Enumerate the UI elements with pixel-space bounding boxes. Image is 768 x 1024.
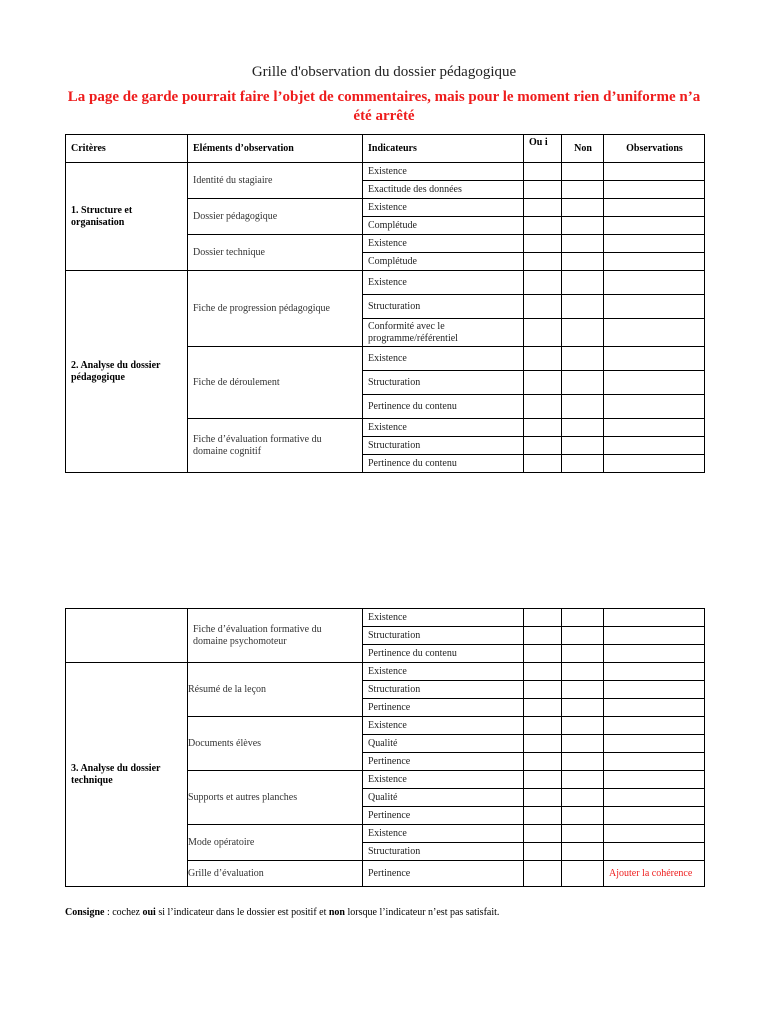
consigne-non: non	[328, 907, 345, 918]
indicateur-cell: Existence	[363, 771, 524, 789]
non-checkbox-cell[interactable]	[562, 771, 604, 789]
observation-cell[interactable]	[604, 771, 705, 789]
header-indicateurs: Indicateurs	[363, 135, 524, 163]
oui-checkbox-cell[interactable]	[524, 371, 562, 395]
observation-table-page2	[65, 608, 705, 887]
oui-checkbox-cell[interactable]	[524, 717, 562, 735]
non-checkbox-cell[interactable]	[562, 681, 604, 699]
non-checkbox-cell[interactable]	[562, 717, 604, 735]
non-checkbox-cell[interactable]	[562, 295, 604, 319]
non-checkbox-cell[interactable]	[562, 199, 604, 217]
indicateur-cell: Pertinence	[363, 699, 524, 717]
observation-cell[interactable]	[604, 843, 705, 861]
header-criteres: Critères	[66, 135, 188, 163]
consigne-note	[65, 907, 499, 918]
element-cell: Dossier technique	[188, 235, 363, 271]
observation-cell[interactable]	[604, 253, 705, 271]
element-cell: Fiche d’évaluation formative du domaine cognitif	[188, 419, 363, 473]
non-checkbox-cell[interactable]	[562, 395, 604, 419]
oui-checkbox-cell[interactable]	[524, 235, 562, 253]
indicateur-cell: Pertinence du contenu	[363, 455, 524, 473]
oui-checkbox-cell[interactable]	[524, 437, 562, 455]
non-checkbox-cell[interactable]	[562, 319, 604, 347]
element-cell: Fiche de progression pédagogique	[188, 271, 363, 347]
oui-checkbox-cell[interactable]	[524, 181, 562, 199]
observation-cell[interactable]	[604, 199, 705, 217]
oui-checkbox-cell[interactable]	[524, 771, 562, 789]
non-checkbox-cell[interactable]	[562, 609, 604, 627]
observation-cell[interactable]	[604, 825, 705, 843]
element-cell: Supports et autres planches	[188, 771, 363, 825]
consigne-text-3: lorsque l’indicateur n’est pas satisfait.	[345, 907, 500, 918]
element-cell: Dossier pédagogique	[188, 199, 363, 235]
oui-checkbox-cell[interactable]	[524, 735, 562, 753]
oui-checkbox-cell[interactable]	[524, 663, 562, 681]
oui-checkbox-cell[interactable]	[524, 699, 562, 717]
oui-checkbox-cell[interactable]	[524, 825, 562, 843]
non-checkbox-cell[interactable]	[562, 825, 604, 843]
indicateur-cell: Complétude	[363, 253, 524, 271]
indicateur-cell: Existence	[363, 825, 524, 843]
observation-cell[interactable]	[604, 395, 705, 419]
observation-cell[interactable]	[604, 455, 705, 473]
oui-checkbox-cell[interactable]	[524, 253, 562, 271]
non-checkbox-cell[interactable]	[562, 347, 604, 371]
non-checkbox-cell[interactable]	[562, 861, 604, 887]
indicateur-cell: Existence	[363, 163, 524, 181]
oui-checkbox-cell[interactable]	[524, 861, 562, 887]
indicateur-cell: Existence	[363, 347, 524, 371]
observation-cell[interactable]	[604, 753, 705, 771]
oui-checkbox-cell[interactable]	[524, 645, 562, 663]
oui-checkbox-cell[interactable]	[524, 319, 562, 347]
oui-checkbox-cell[interactable]	[524, 347, 562, 371]
non-checkbox-cell[interactable]	[562, 807, 604, 825]
observation-cell[interactable]	[604, 807, 705, 825]
observation-cell[interactable]	[604, 217, 705, 235]
observation-cell[interactable]	[604, 163, 705, 181]
header-observations: Observations	[604, 135, 705, 163]
table-row	[66, 609, 705, 627]
non-checkbox-cell[interactable]	[562, 789, 604, 807]
observation-cell[interactable]	[604, 181, 705, 199]
element-cell: Fiche de déroulement	[188, 347, 363, 419]
observation-cell[interactable]	[604, 735, 705, 753]
document-subtitle: La page de garde pourrait faire l’objet de commentaires, mais pour le moment rien d’uniforme n’a été arrêté	[67, 89, 701, 124]
table-row	[66, 163, 705, 181]
indicateur-cell: Existence	[363, 663, 524, 681]
indicateur-cell: Structuration	[363, 843, 524, 861]
indicateur-cell: Existence	[363, 717, 524, 735]
observation-cell[interactable]	[604, 681, 705, 699]
indicateur-cell: Existence	[363, 235, 524, 253]
indicateur-cell: Pertinence du contenu	[363, 395, 524, 419]
indicateur-cell: Structuration	[363, 295, 524, 319]
critere-cell-empty	[66, 609, 188, 663]
non-checkbox-cell[interactable]	[562, 455, 604, 473]
non-checkbox-cell[interactable]	[562, 163, 604, 181]
non-checkbox-cell[interactable]	[562, 735, 604, 753]
non-checkbox-cell[interactable]	[562, 253, 604, 271]
indicateur-cell: Existence	[363, 271, 524, 295]
critere-cell: 2. Analyse du dossier pédagogique	[66, 271, 188, 473]
header-oui: Ou i	[524, 135, 562, 163]
header-elements: Eléments d’observation	[188, 135, 363, 163]
observation-cell[interactable]	[604, 419, 705, 437]
consigne-text-2: si l’indicateur dans le dossier est positif et	[155, 907, 329, 918]
indicateur-cell: Qualité	[363, 789, 524, 807]
indicateur-cell: Existence	[363, 609, 524, 627]
non-checkbox-cell[interactable]	[562, 235, 604, 253]
oui-checkbox-cell[interactable]	[524, 843, 562, 861]
element-cell: Grille d’évaluation	[188, 861, 363, 887]
oui-checkbox-cell[interactable]	[524, 789, 562, 807]
oui-checkbox-cell[interactable]	[524, 419, 562, 437]
observation-cell[interactable]	[604, 663, 705, 681]
observation-cell[interactable]	[604, 789, 705, 807]
indicateur-cell: Structuration	[363, 371, 524, 395]
table-header-row	[66, 135, 705, 163]
indicateur-cell: Pertinence	[363, 753, 524, 771]
element-cell: Résumé de la leçon	[188, 663, 363, 717]
element-cell: Identité du stagiaire	[188, 163, 363, 199]
element-cell: Mode opératoire	[188, 825, 363, 861]
observation-cell[interactable]	[604, 437, 705, 455]
observation-cell[interactable]	[604, 295, 705, 319]
critere-cell: 3. Analyse du dossier technique	[66, 663, 188, 887]
oui-checkbox-cell[interactable]	[524, 271, 562, 295]
indicateur-cell: Structuration	[363, 681, 524, 699]
observation-cell[interactable]	[604, 627, 705, 645]
observation-table-page1	[65, 134, 705, 473]
consigne-oui: oui	[142, 907, 156, 918]
element-cell: Fiche d’évaluation formative du domaine psychomoteur	[188, 609, 363, 663]
observation-cell[interactable]: Ajouter la cohérence	[604, 861, 705, 887]
oui-checkbox-cell[interactable]	[524, 681, 562, 699]
indicateur-cell: Pertinence	[363, 807, 524, 825]
non-checkbox-cell[interactable]	[562, 699, 604, 717]
indicateur-cell: Existence	[363, 199, 524, 217]
indicateur-cell: Qualité	[363, 735, 524, 753]
observation-cell[interactable]	[604, 609, 705, 627]
oui-checkbox-cell[interactable]	[524, 199, 562, 217]
observation-cell[interactable]	[604, 717, 705, 735]
non-checkbox-cell[interactable]	[562, 843, 604, 861]
indicateur-cell: Structuration	[363, 627, 524, 645]
observation-cell[interactable]	[604, 699, 705, 717]
observation-cell[interactable]	[604, 271, 705, 295]
observation-cell[interactable]	[604, 347, 705, 371]
non-checkbox-cell[interactable]	[562, 753, 604, 771]
oui-checkbox-cell[interactable]	[524, 455, 562, 473]
indicateur-cell: Existence	[363, 419, 524, 437]
observation-cell[interactable]	[604, 319, 705, 347]
critere-cell: 1. Structure et organisation	[66, 163, 188, 271]
oui-checkbox-cell[interactable]	[524, 217, 562, 235]
non-checkbox-cell[interactable]	[562, 271, 604, 295]
indicateur-cell: Exactitude des données	[363, 181, 524, 199]
element-cell: Documents élèves	[188, 717, 363, 771]
header-non: Non	[562, 135, 604, 163]
non-checkbox-cell[interactable]	[562, 663, 604, 681]
oui-checkbox-cell[interactable]	[524, 807, 562, 825]
non-checkbox-cell[interactable]	[562, 645, 604, 663]
non-checkbox-cell[interactable]	[562, 627, 604, 645]
indicateur-cell: Complétude	[363, 217, 524, 235]
indicateur-cell: Conformité avec le programme/référentiel	[363, 319, 524, 347]
non-checkbox-cell[interactable]	[562, 437, 604, 455]
consigne-text-1: : cochez	[104, 907, 143, 918]
observation-cell[interactable]	[604, 645, 705, 663]
non-checkbox-cell[interactable]	[562, 419, 604, 437]
non-checkbox-cell[interactable]	[562, 217, 604, 235]
document-title: Grille d'observation du dossier pédagogique	[251, 64, 517, 80]
non-checkbox-cell[interactable]	[562, 371, 604, 395]
table-row	[66, 271, 705, 295]
indicateur-cell: Structuration	[363, 437, 524, 455]
table-row	[66, 663, 705, 681]
oui-checkbox-cell[interactable]	[524, 609, 562, 627]
non-checkbox-cell[interactable]	[562, 181, 604, 199]
observation-cell[interactable]	[604, 235, 705, 253]
oui-checkbox-cell[interactable]	[524, 395, 562, 419]
indicateur-cell: Pertinence du contenu	[363, 645, 524, 663]
oui-checkbox-cell[interactable]	[524, 627, 562, 645]
oui-checkbox-cell[interactable]	[524, 295, 562, 319]
consigne-label: Consigne	[65, 907, 105, 918]
oui-checkbox-cell[interactable]	[524, 163, 562, 181]
indicateur-cell: Pertinence	[363, 861, 524, 887]
oui-checkbox-cell[interactable]	[524, 753, 562, 771]
observation-cell[interactable]	[604, 371, 705, 395]
